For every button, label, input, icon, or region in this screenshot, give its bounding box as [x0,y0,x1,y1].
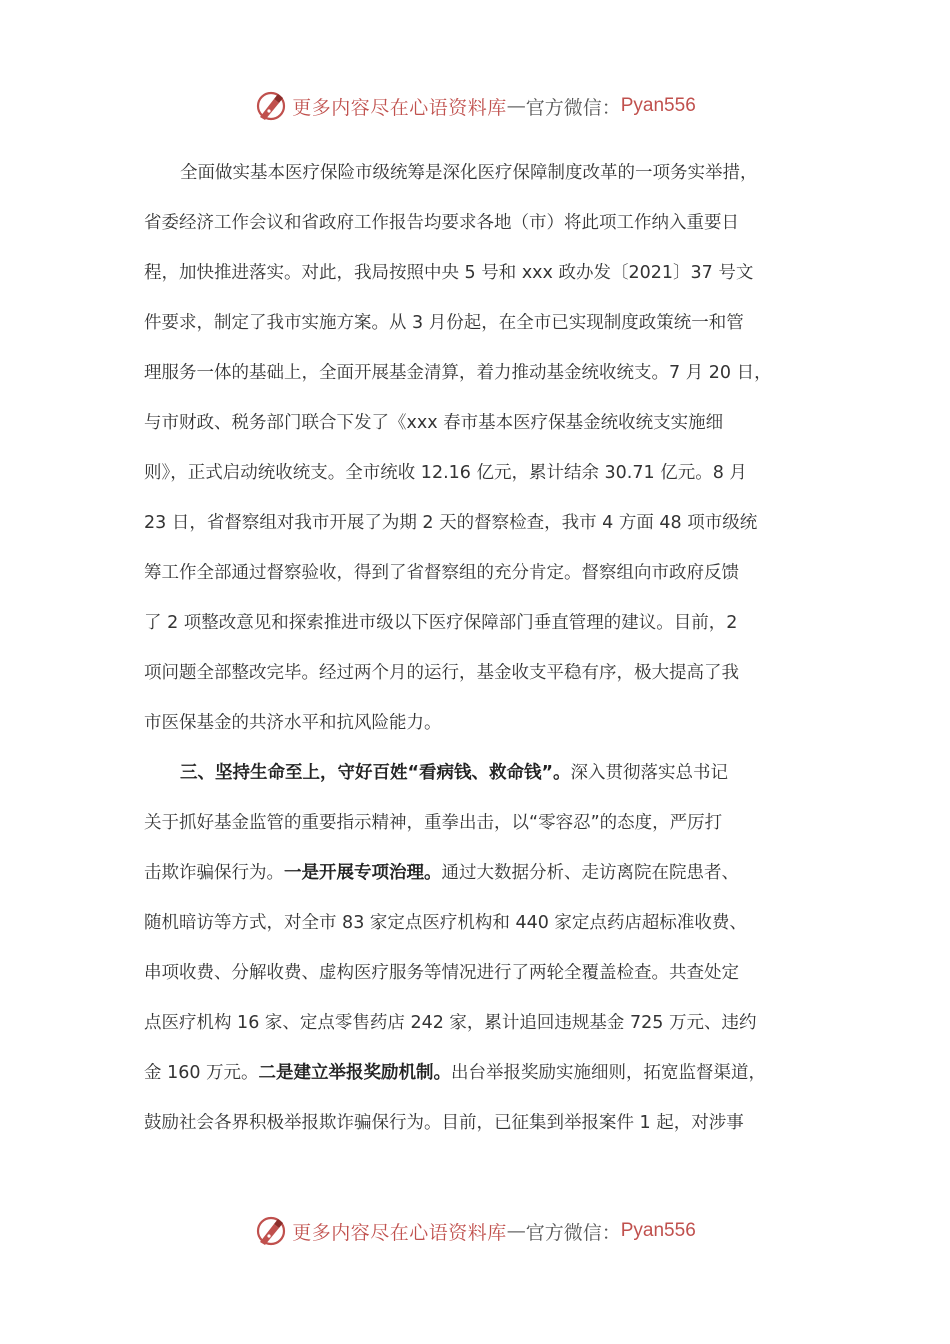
text-line: 全面做实基本医疗保险市级统筹是深化医疗保障制度改革的一项务实举措， [180,163,758,183]
text-line: 程，加快推进落实。对此，我局按照中央 5 号和 xxx 政办发〔2021〕37 号文 [144,263,754,283]
banner-wechat-label: 官方微信： [525,96,621,119]
text-line: 串项收费、分解收费、虚构医疗服务等情况进行了两轮全覆盖检查。共查处定 [144,963,739,983]
text-run: 通过大数据分析、走访离院在院患者、 [441,863,739,883]
text-line: 与市财政、税务部门联合下发了《xxx 春市基本医疗保基金统收统支实施细 [144,413,724,433]
pen-nib-logo-icon [254,89,288,123]
text-line: 筹工作全部通过督察验收，得到了省督察组的充分肯定。督察组向市政府反馈 [144,563,739,583]
text-line: 了 2 项整改意见和探索推进市级以下医疗保障部门垂直管理的建议。目前，2 [144,613,738,633]
banner-separator: — [506,1220,526,1242]
text-line: 省委经济工作会议和省政府工作报告均要求各地（市）将此项工作纳入重要日 [144,213,739,233]
text-line: 关于抓好基金监管的重要指示精神，重拳出击，以“零容忍”的态度，严厉打 [144,813,723,833]
text-line: 鼓励社会各界积极举报欺诈骗保行为。目前，已征集到举报案件 1 起，对涉事 [144,1113,744,1133]
footer-banner [0,1209,950,1253]
bold-subheading: 二是建立举报奖励机制。 [258,1063,452,1083]
banner-wechat-id: Pyan556 [620,95,696,116]
text-line: 理服务一体的基础上，全面开展基金清算，着力推动基金统收统支。7 月 20 日， [144,363,772,383]
text-run: 出台举报奖励实施细则，拓宽监督渠道， [451,1063,767,1083]
text-line [144,748,810,798]
text-line: 件要求，制定了我市实施方案。从 3 月份起，在全市已实现制度政策统一和管 [144,313,744,333]
banner-wechat-id: Pyan556 [620,1220,696,1241]
text-line: 项问题全部整改完毕。经过两个月的运行，基金收支平稳有序，极大提高了我 [144,663,739,683]
text-run: 深入贯彻落实总书记 [570,763,729,783]
text-line: 市医保基金的共济水平和抗风险能力。 [144,713,442,733]
paragraph-1 [144,148,810,748]
banner-separator: — [506,95,526,117]
banner-title: 更多内容尽在心语资料库 [292,96,507,119]
pen-nib-logo-icon [254,1214,288,1248]
document-body [144,148,810,1148]
text-run: 击欺诈骗保行为。 [144,863,284,883]
bold-subheading: 一是开展专项治理。 [284,863,442,883]
text-line [144,1048,810,1098]
banner-title: 更多内容尽在心语资料库 [292,1221,507,1244]
banner-wechat-label: 官方微信： [525,1221,621,1244]
text-line: 23 日，省督察组对我市开展了为期 2 天的督察检查，我市 4 方面 48 项市级统 [144,513,758,533]
paragraph-2 [144,748,810,1148]
text-line [144,848,810,898]
section-heading: 三、坚持生命至上，守好百姓“看病钱、救命钱” [180,763,554,783]
header-banner [0,84,950,128]
section-heading-end: 。 [553,763,571,783]
text-run: 金 160 万元。 [144,1063,259,1083]
text-line: 点医疗机构 16 家、定点零售药店 242 家，累计追回违规基金 725 万元、违约 [144,1013,757,1033]
text-line: 则》，正式启动统收统支。全市统收 12.16 亿元，累计结余 30.71 亿元。8 月 [144,463,747,483]
text-line: 随机暗访等方式，对全市 83 家定点医疗机构和 440 家定点药店超标准收费、 [144,913,747,933]
